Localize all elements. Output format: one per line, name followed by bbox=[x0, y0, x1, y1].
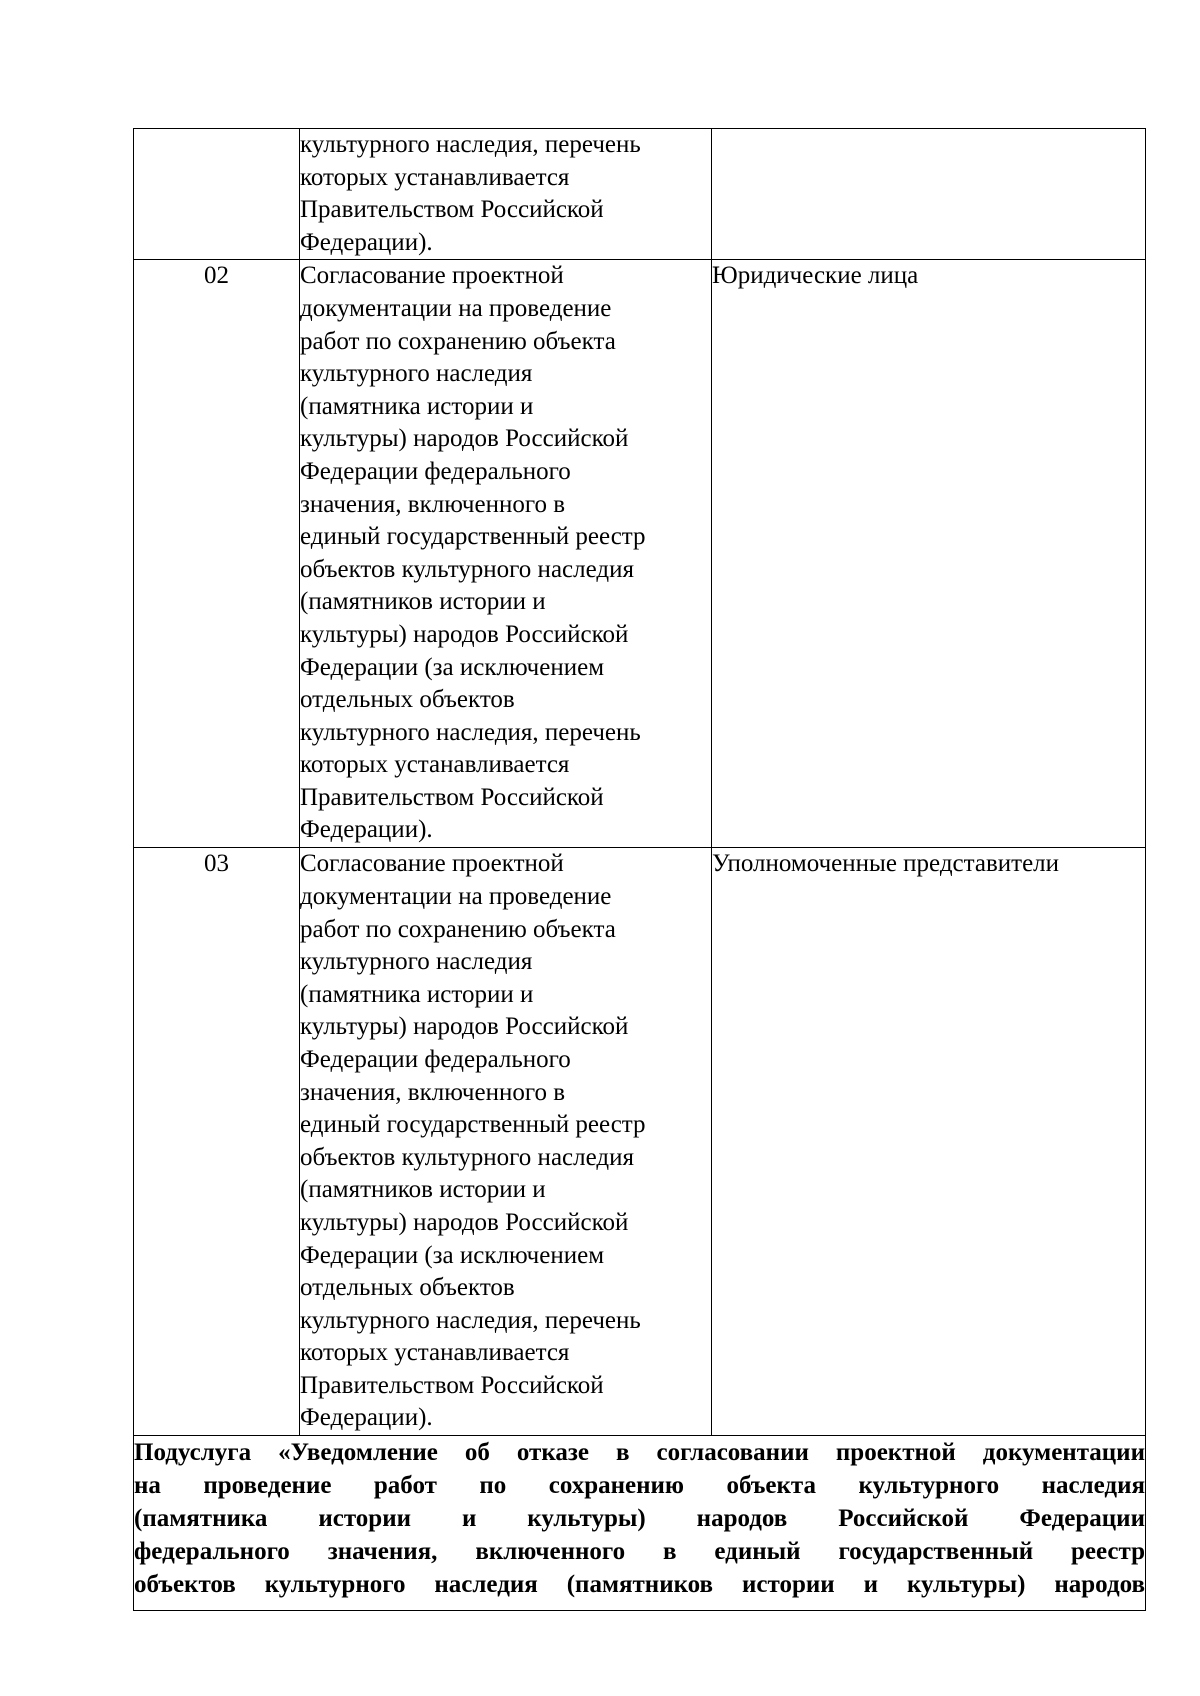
description-line: отдельных объектов bbox=[300, 686, 515, 714]
description-line: (памятников истории и bbox=[300, 1176, 546, 1204]
description-line: Федерации федерального bbox=[300, 457, 571, 485]
description-line: Федерации федерального bbox=[300, 1045, 571, 1073]
description-line: (памятников истории и bbox=[300, 588, 546, 616]
description-line: значения, включенного в bbox=[300, 1078, 566, 1106]
description-line: единый государственный реестр bbox=[300, 1111, 646, 1139]
description-line: которых устанавливается bbox=[300, 751, 570, 779]
description-line: культурного наследия, перечень bbox=[300, 131, 641, 158]
subservice-line: (памятника истории и культуры) народов Российской Федерации bbox=[134, 1505, 1145, 1533]
description-line: культурного наследия bbox=[300, 360, 533, 388]
applicant-cell bbox=[712, 260, 1146, 848]
description-line: культурного наследия, перечень bbox=[300, 718, 641, 746]
subservice-line: федерального значения, включенного в единый государственный реестр bbox=[134, 1538, 1145, 1566]
description-line: Согласование проектной bbox=[300, 850, 564, 878]
table-row bbox=[134, 848, 1146, 1436]
description-line: объектов культурного наследия bbox=[300, 555, 634, 583]
description-line: Федерации). bbox=[300, 816, 433, 844]
subservice-row bbox=[134, 1436, 1146, 1611]
description-line: Правительством Российской bbox=[300, 783, 604, 811]
description-cell bbox=[300, 129, 712, 260]
row-number: 03 bbox=[204, 850, 229, 878]
description-line: работ по сохранению объекта bbox=[300, 327, 616, 355]
subservice-heading bbox=[134, 1436, 1146, 1611]
description-line: (памятника истории и bbox=[300, 980, 534, 1008]
description-line: работ по сохранению объекта bbox=[300, 915, 616, 943]
description-line: которых устанавливается bbox=[300, 163, 570, 191]
description-line: культуры) народов Российской bbox=[300, 1208, 629, 1236]
applicant-cell bbox=[712, 848, 1146, 1436]
variants-table bbox=[133, 128, 1146, 1611]
subservice-line: Подуслуга «Уведомление об отказе в согласовании проектной документации bbox=[134, 1439, 1145, 1467]
table-row bbox=[134, 260, 1146, 848]
row-number-cell bbox=[134, 260, 300, 848]
applicant-label: Юридические лица bbox=[712, 262, 919, 290]
applicant-label: Уполномоченные представители bbox=[712, 850, 1060, 878]
description-line: Федерации (за исключением bbox=[300, 1241, 605, 1269]
description-line: документации на проведение bbox=[300, 882, 612, 910]
description-line: (памятника истории и bbox=[300, 392, 534, 420]
row-number-cell bbox=[134, 848, 300, 1436]
description-line: культуры) народов Российской bbox=[300, 425, 629, 453]
description-line: Федерации (за исключением bbox=[300, 653, 605, 681]
subservice-line: объектов культурного наследия (памятников истории и культуры) народов bbox=[134, 1571, 1145, 1599]
applicant-cell bbox=[712, 129, 1146, 260]
description-line: объектов культурного наследия bbox=[300, 1143, 634, 1171]
description-line: документации на проведение bbox=[300, 294, 612, 322]
description-line: культуры) народов Российской bbox=[300, 620, 629, 648]
description-line: единый государственный реестр bbox=[300, 523, 646, 551]
description-line: Правительством Российской bbox=[300, 196, 604, 224]
description-line: которых устанавливается bbox=[300, 1339, 570, 1367]
description-line: Правительством Российской bbox=[300, 1371, 604, 1399]
subservice-line: на проведение работ по сохранению объекта культурного наследия bbox=[134, 1472, 1145, 1500]
description-line: культурного наследия, перечень bbox=[300, 1306, 641, 1334]
description-cell bbox=[300, 260, 712, 848]
description-line: Федерации). bbox=[300, 228, 433, 256]
description-line: культурного наследия bbox=[300, 948, 533, 976]
description-line: значения, включенного в bbox=[300, 490, 566, 518]
table-row bbox=[134, 129, 1146, 260]
row-number: 02 bbox=[204, 262, 229, 290]
description-cell bbox=[300, 848, 712, 1436]
description-line: отдельных объектов bbox=[300, 1274, 515, 1302]
description-line: Федерации). bbox=[300, 1404, 433, 1432]
description-line: Согласование проектной bbox=[300, 262, 564, 290]
row-number-cell bbox=[134, 129, 300, 260]
description-line: культуры) народов Российской bbox=[300, 1013, 629, 1041]
